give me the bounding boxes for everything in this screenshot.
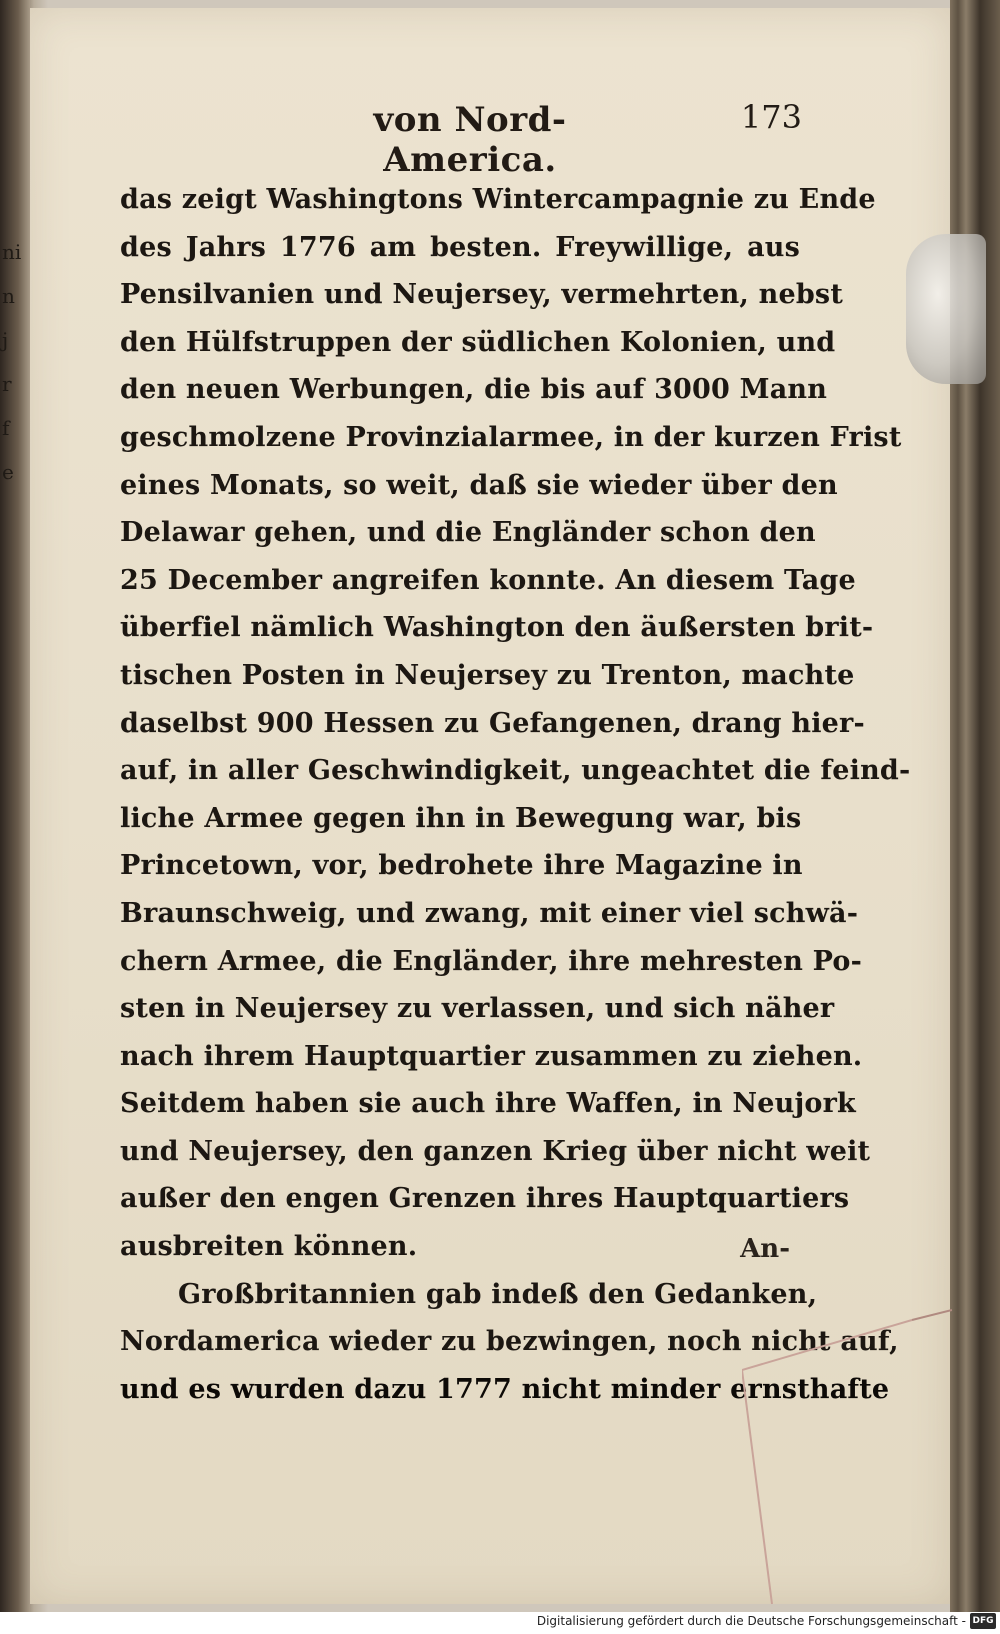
margin-mark: j [2, 328, 9, 352]
page-number: 173 [740, 98, 802, 136]
text-line: ausbreiten können. [120, 1231, 418, 1263]
fold-line-edge [912, 1310, 952, 1320]
text-line: Princetown, vor, bedrohete ihre Magazine in [120, 850, 803, 882]
text-line: nach ihrem Hauptquartier zusammen zu ziehen. [120, 1040, 863, 1072]
margin-mark: r [2, 372, 12, 396]
text-line: den neuen Werbungen, die bis auf 3000 Mann [120, 374, 828, 406]
text-line: Seitdem haben sie auch ihre Waffen, in Neujork [120, 1088, 856, 1120]
running-head: von Nord-America. [373, 100, 567, 180]
text-line: das zeigt Washingtons Wintercampagnie zu Ende [120, 184, 876, 215]
margin-mark: e [2, 460, 14, 484]
text-line: liche Armee gegen ihn in Bewegung war, bis [120, 802, 802, 834]
margin-mark: ni [2, 240, 22, 264]
text-line: und Neujersey, den ganzen Krieg über nicht weit [120, 1135, 871, 1167]
text-line: tischen Posten in Neujersey zu Trenton, machte [120, 659, 855, 691]
body-text [120, 176, 911, 1413]
text-line: Pensilvanien und Neujersey, vermehrten, nebst [120, 279, 843, 311]
left-margin-marks [2, 230, 26, 484]
text-line: und es wurden dazu 1777 nicht minder ernsthafte [120, 1373, 890, 1405]
corner-fold-mark [742, 1280, 952, 1604]
text-line: Nordamerica wieder zu bezwingen, noch nicht auf, [120, 1326, 899, 1358]
text-line: Braunschweig, und zwang, mit einer viel schwä- [120, 897, 859, 929]
page-clip [906, 234, 986, 384]
margin-mark: f [2, 416, 10, 440]
text-line: eines Monats, so weit, daß sie wieder über den [120, 469, 838, 501]
text-line: daselbst 900 Hessen zu Gefangenen, drang hier- [120, 707, 865, 739]
text-line: Großbritannien gab indeß den Gedanken, [178, 1278, 818, 1310]
text-line: überfiel nämlich Washington den äußersten brit- [120, 612, 874, 644]
text-line: Delawar gehen, und die Engländer schon den [120, 517, 816, 549]
catchword: An- [740, 1234, 790, 1264]
text-line: außer den engen Grenzen ihres Hauptquartiers [120, 1183, 850, 1215]
margin-mark: n [2, 284, 15, 308]
text-line: auf, in aller Geschwindigkeit, ungeachtet die feind- [120, 755, 911, 787]
text-line: chern Armee, die Engländer, ihre mehresten Po- [120, 945, 863, 977]
text-line: geschmolzene Provinzialarmee, in der kurzen Frist [120, 421, 902, 453]
text-line: den Hülfstruppen der südlichen Kolonien, und [120, 326, 836, 358]
dfg-logo: DFG [970, 1613, 996, 1629]
footer-credit: Digitalisierung gefördert durch die Deutsche Forschungsgemeinschaft - [536, 1614, 966, 1628]
fold-line [742, 1320, 912, 1604]
text-line: 25 December angreifen konnte. An diesem Tage [120, 564, 856, 596]
text-line: sten in Neujersey zu verlassen, und sich näher [120, 993, 835, 1025]
text-line: des Jahrs 1776 am besten. Freywillige, aus [120, 231, 800, 263]
